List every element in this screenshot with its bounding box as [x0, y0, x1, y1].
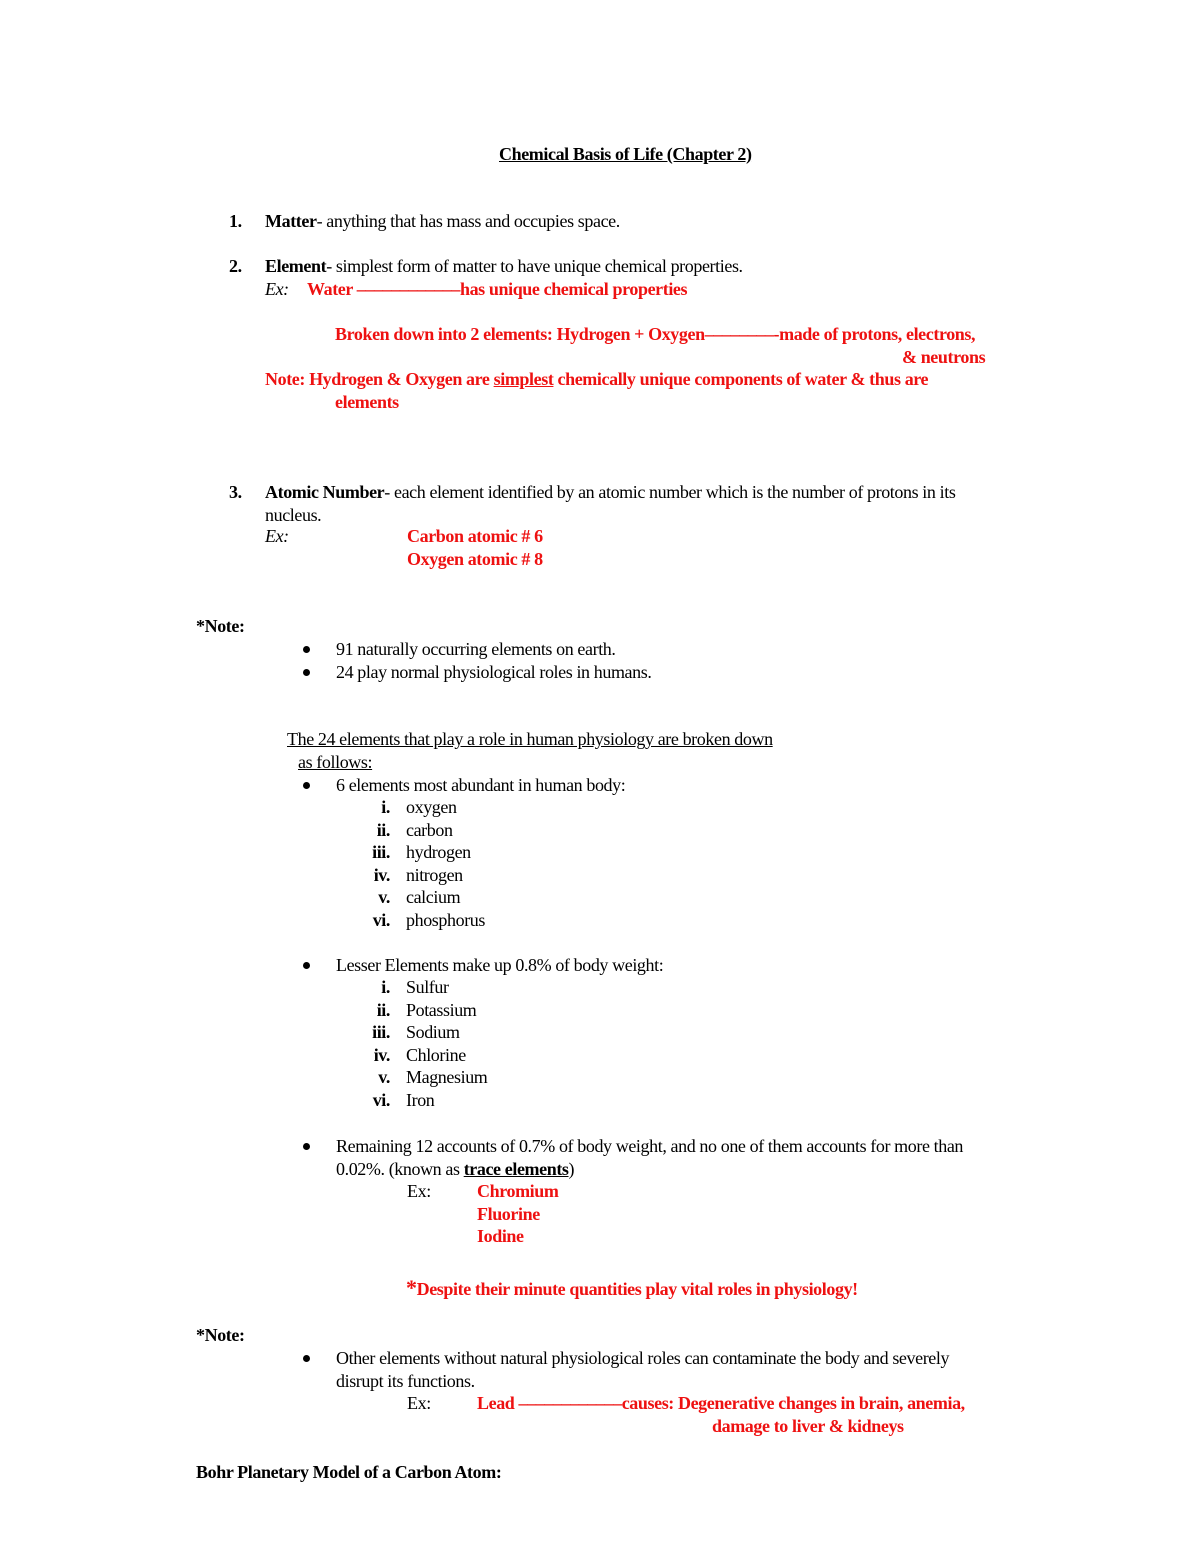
roman-numeral: iii.: [372, 1022, 390, 1043]
roman-numeral: i.: [381, 977, 390, 997]
note-label: *Note:: [196, 1325, 245, 1345]
neutrons-line: & neutrons: [902, 347, 986, 367]
roman-numeral: i.: [381, 797, 390, 817]
water-example: Water ––––––––––––has unique chemical properties: [307, 279, 688, 299]
bullet-icon: [303, 646, 310, 653]
roman-numeral: iv.: [373, 1044, 390, 1065]
page-title: Chemical Basis of Life (Chapter 2): [499, 144, 752, 164]
breakdown-heading-line2: as follows:: [298, 752, 373, 772]
bullet-icon: [303, 1355, 310, 1362]
element-note-line2: elements: [335, 392, 399, 412]
item-number: 3.: [229, 482, 242, 502]
lead-example-line2: damage to liver & kidneys: [712, 1416, 904, 1436]
star-mark: *: [406, 1275, 417, 1300]
note-prefix: Note: Hydrogen & Oxygen are: [265, 369, 494, 389]
ex-label: Ex:: [407, 1393, 431, 1413]
lesser-item: Iron: [406, 1090, 435, 1110]
lesser-item: Magnesium: [406, 1067, 488, 1088]
roman-numeral: v.: [378, 887, 390, 908]
bohr-heading: Bohr Planetary Model of a Carbon Atom:: [196, 1462, 502, 1482]
item-atomic-number: [265, 481, 955, 503]
abundant-item: nitrogen: [406, 864, 463, 885]
breakdown-heading: The 24 elements that play a role in human physiology are broken down: [287, 729, 773, 749]
abundant-bullet: 6 elements most abundant in human body:: [336, 775, 626, 795]
note-suffix: chemically unique components of water & thus are: [553, 369, 929, 389]
element-note: [265, 368, 928, 390]
def-element: - simplest form of matter to have unique chemical properties.: [326, 256, 743, 276]
note-label: *Note:: [196, 616, 245, 636]
abundant-item: carbon: [406, 819, 453, 840]
note2-line2: disrupt its functions.: [336, 1371, 475, 1391]
lesser-item: Sodium: [406, 1022, 460, 1043]
trace-line1: Remaining 12 accounts of 0.7% of body weight, and no one of them accounts for more than: [336, 1136, 964, 1156]
item-matter: [265, 210, 620, 232]
def-atomic-number-line2: nucleus.: [265, 505, 322, 525]
roman-numeral: v.: [378, 1067, 390, 1088]
bullet-icon: [303, 962, 310, 969]
roman-numeral: ii.: [376, 999, 390, 1020]
lead-example: Lead ––––––––––––causes: Degenerative changes in brain, anemia,: [477, 1393, 965, 1413]
roman-numeral: vi.: [372, 1090, 390, 1110]
trace-example: Fluorine: [477, 1204, 540, 1224]
lesser-item: Chlorine: [406, 1044, 466, 1065]
note1-bullet: 24 play normal physiological roles in humans.: [336, 662, 652, 682]
roman-numeral: vi.: [372, 910, 390, 930]
def-matter: - anything that has mass and occupies space.: [316, 211, 620, 231]
lesser-item: Sulfur: [406, 977, 449, 997]
bullet-icon: [303, 782, 310, 789]
lesser-bullet: Lesser Elements make up 0.8% of body weight:: [336, 955, 664, 975]
trace-suffix: ): [568, 1159, 575, 1179]
note1-bullet: 91 naturally occurring elements on earth.: [336, 639, 616, 659]
roman-numeral: iv.: [373, 864, 390, 885]
abundant-item: oxygen: [406, 797, 457, 817]
item-number: 2.: [229, 256, 242, 276]
trace-line2: [336, 1158, 574, 1180]
bullet-icon: [303, 669, 310, 676]
trace-elements-term: trace elements: [463, 1159, 569, 1179]
vital-statement: [406, 1277, 858, 1300]
note2-line1: Other elements without natural physiological roles can contaminate the body and severely: [336, 1348, 950, 1368]
abundant-item: calcium: [406, 887, 461, 908]
lesser-item: Potassium: [406, 999, 477, 1020]
ex-label: Ex:: [265, 526, 289, 546]
trace-prefix: 0.02%. (known as: [336, 1159, 464, 1179]
abundant-item: phosphorus: [406, 910, 486, 930]
note-underlined: simplest: [493, 369, 554, 389]
ex-label: Ex:: [407, 1181, 431, 1201]
oxygen-example: Oxygen atomic # 8: [407, 549, 543, 569]
carbon-example: Carbon atomic # 6: [407, 526, 543, 546]
item-number: 1.: [229, 211, 242, 231]
def-atomic-number: - each element identified by an atomic number which is the number of protons in its: [384, 482, 956, 502]
trace-example: Iodine: [477, 1226, 524, 1246]
term-atomic-number: Atomic Number: [265, 482, 385, 502]
term-element: Element: [265, 256, 327, 276]
vital-text: Despite their minute quantities play vital roles in physiology!: [416, 1279, 858, 1299]
bullet-icon: [303, 1143, 310, 1150]
roman-numeral: iii.: [372, 842, 390, 863]
abundant-item: hydrogen: [406, 842, 471, 863]
term-matter: Matter: [265, 211, 317, 231]
item-element: [265, 255, 743, 277]
trace-example: Chromium: [477, 1181, 559, 1201]
roman-numeral: ii.: [376, 819, 390, 840]
broken-down-line: Broken down into 2 elements: Hydrogen + Oxygen––––––––-made of protons, electrons,: [335, 324, 976, 344]
ex-label: Ex:: [265, 279, 289, 299]
